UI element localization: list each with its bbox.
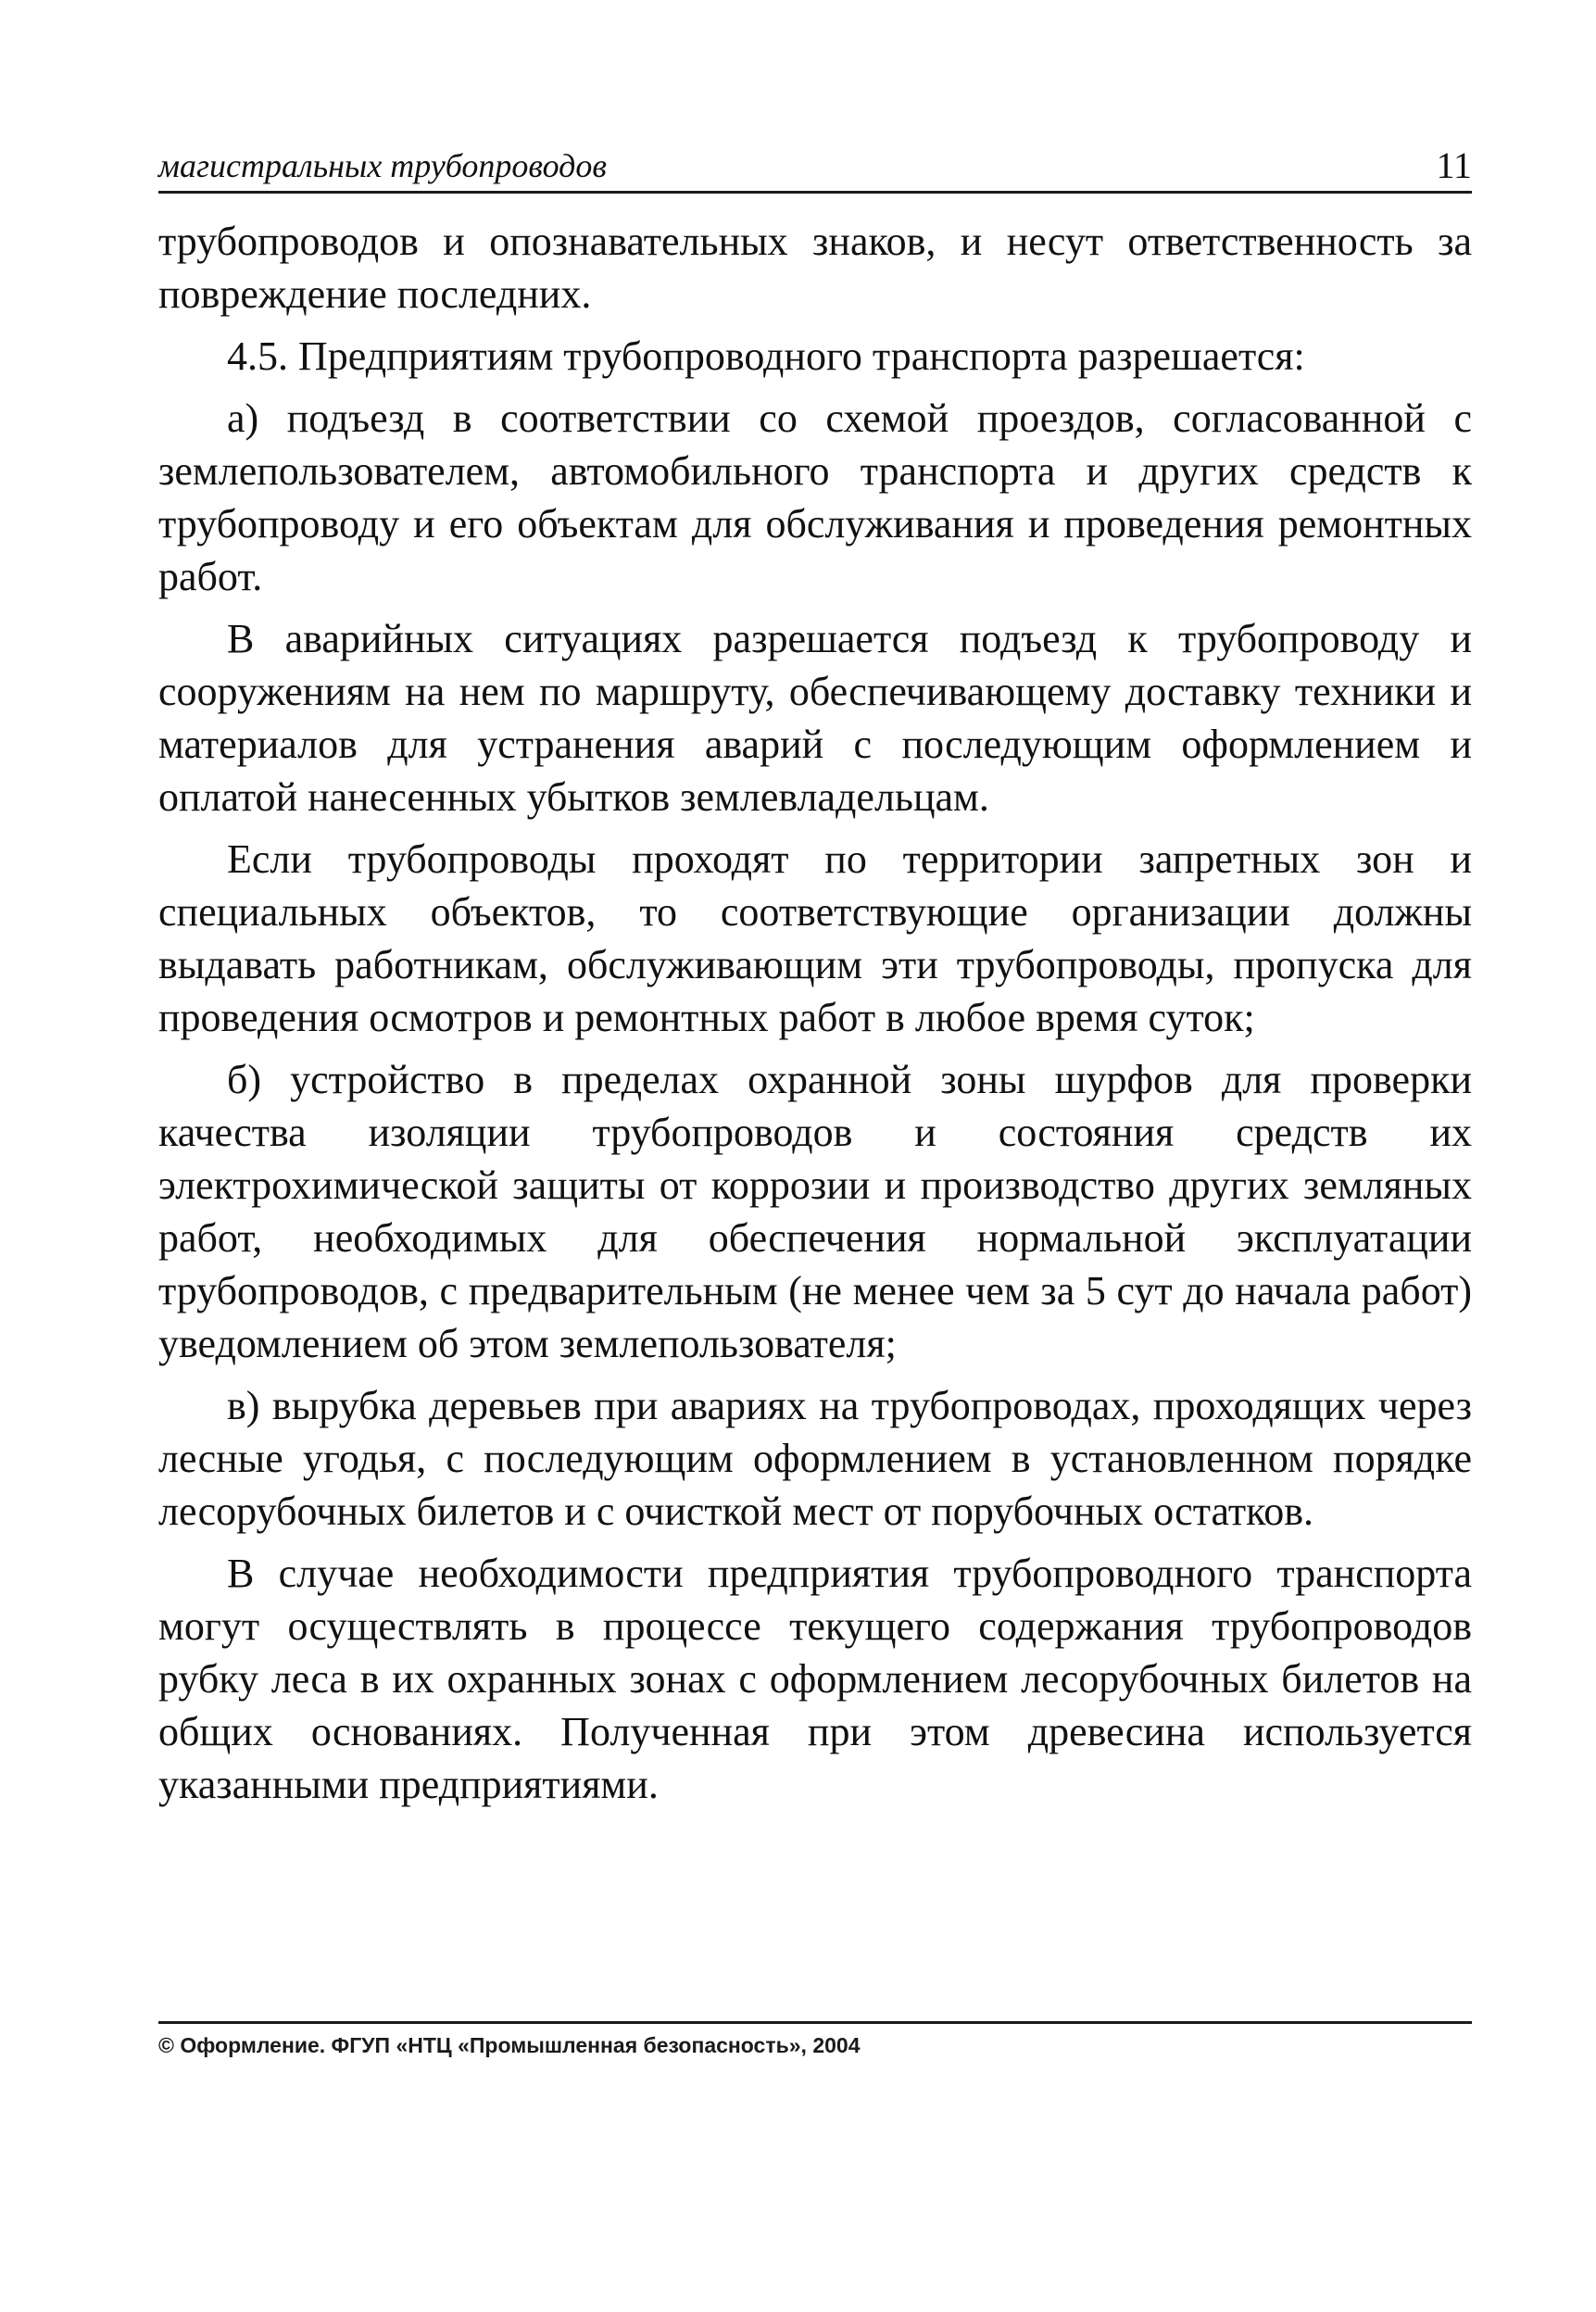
paragraph-logging: В случае необходимости предприятия трубопроводного транспорта могут осуществлять в процессе текущего содержания трубопроводов рубку леса в их охранных зонах с оформлением лесорубочных билетов на общих основаниях. Полученная при этом древесина используется указанными предприятиями. <box>158 1551 1472 1807</box>
paragraph-item-b: б) устройство в пределах охранной зоны шурфов для проверки качества изоляции трубопроводов и состояния средств их электрохимической защиты от коррозии и производство других земляных работ, необходимых для обеспечения нормальной эксплуатации трубопроводов, с предварительным (не менее чем за 5 сут до начала работ) уведомлением об этом землепользователя; <box>158 1057 1472 1366</box>
paragraph-emergency-access: В аварийных ситуациях разрешается подъезд к трубопроводу и сооружениям на нем по маршруту, обеспечивающему доставку техники и материалов для устранения аварий с последующим оформлением и оплатой нанесенных убытков землевладельцам. <box>158 616 1472 820</box>
page-body <box>158 215 1472 1820</box>
paragraph-item-a: а) подъезд в соответствии со схемой проездов, согласованной с землепользователем, автомобильного транспорта и других средств к трубопроводу и его объектам для обслуживания и проведения ремонтных работ. <box>158 396 1472 599</box>
paragraph-clause-4-5: 4.5. Предприятиям трубопроводного транспорта разрешается: <box>227 333 1305 379</box>
running-header <box>158 139 1472 194</box>
running-header-title: магистральных трубопроводов <box>158 147 607 184</box>
paragraph-item-v: в) вырубка деревьев при авариях на трубопроводах, проходящих через лесные угодья, с последующим оформлением в установленном порядке лесорубочных билетов и с очисткой мест от порубочных остатков. <box>158 1383 1472 1534</box>
paragraph-restricted-zones: Если трубопроводы проходят по территории запретных зон и специальных объектов, то соответствующие организации должны выдавать работникам, обслуживающим эти трубопроводы, пропуска для проведения осмотров и ремонтных работ в любое время суток; <box>158 836 1472 1040</box>
page-number: 11 <box>1436 144 1472 186</box>
copyright-notice: © Оформление. ФГУП «НТЦ «Промышленная безопасность», 2004 <box>158 2033 861 2057</box>
page-footer <box>158 2021 1472 2058</box>
paragraph-continuation: трубопроводов и опознавательных знаков, и несут ответственность за повреждение последних. <box>158 219 1472 317</box>
